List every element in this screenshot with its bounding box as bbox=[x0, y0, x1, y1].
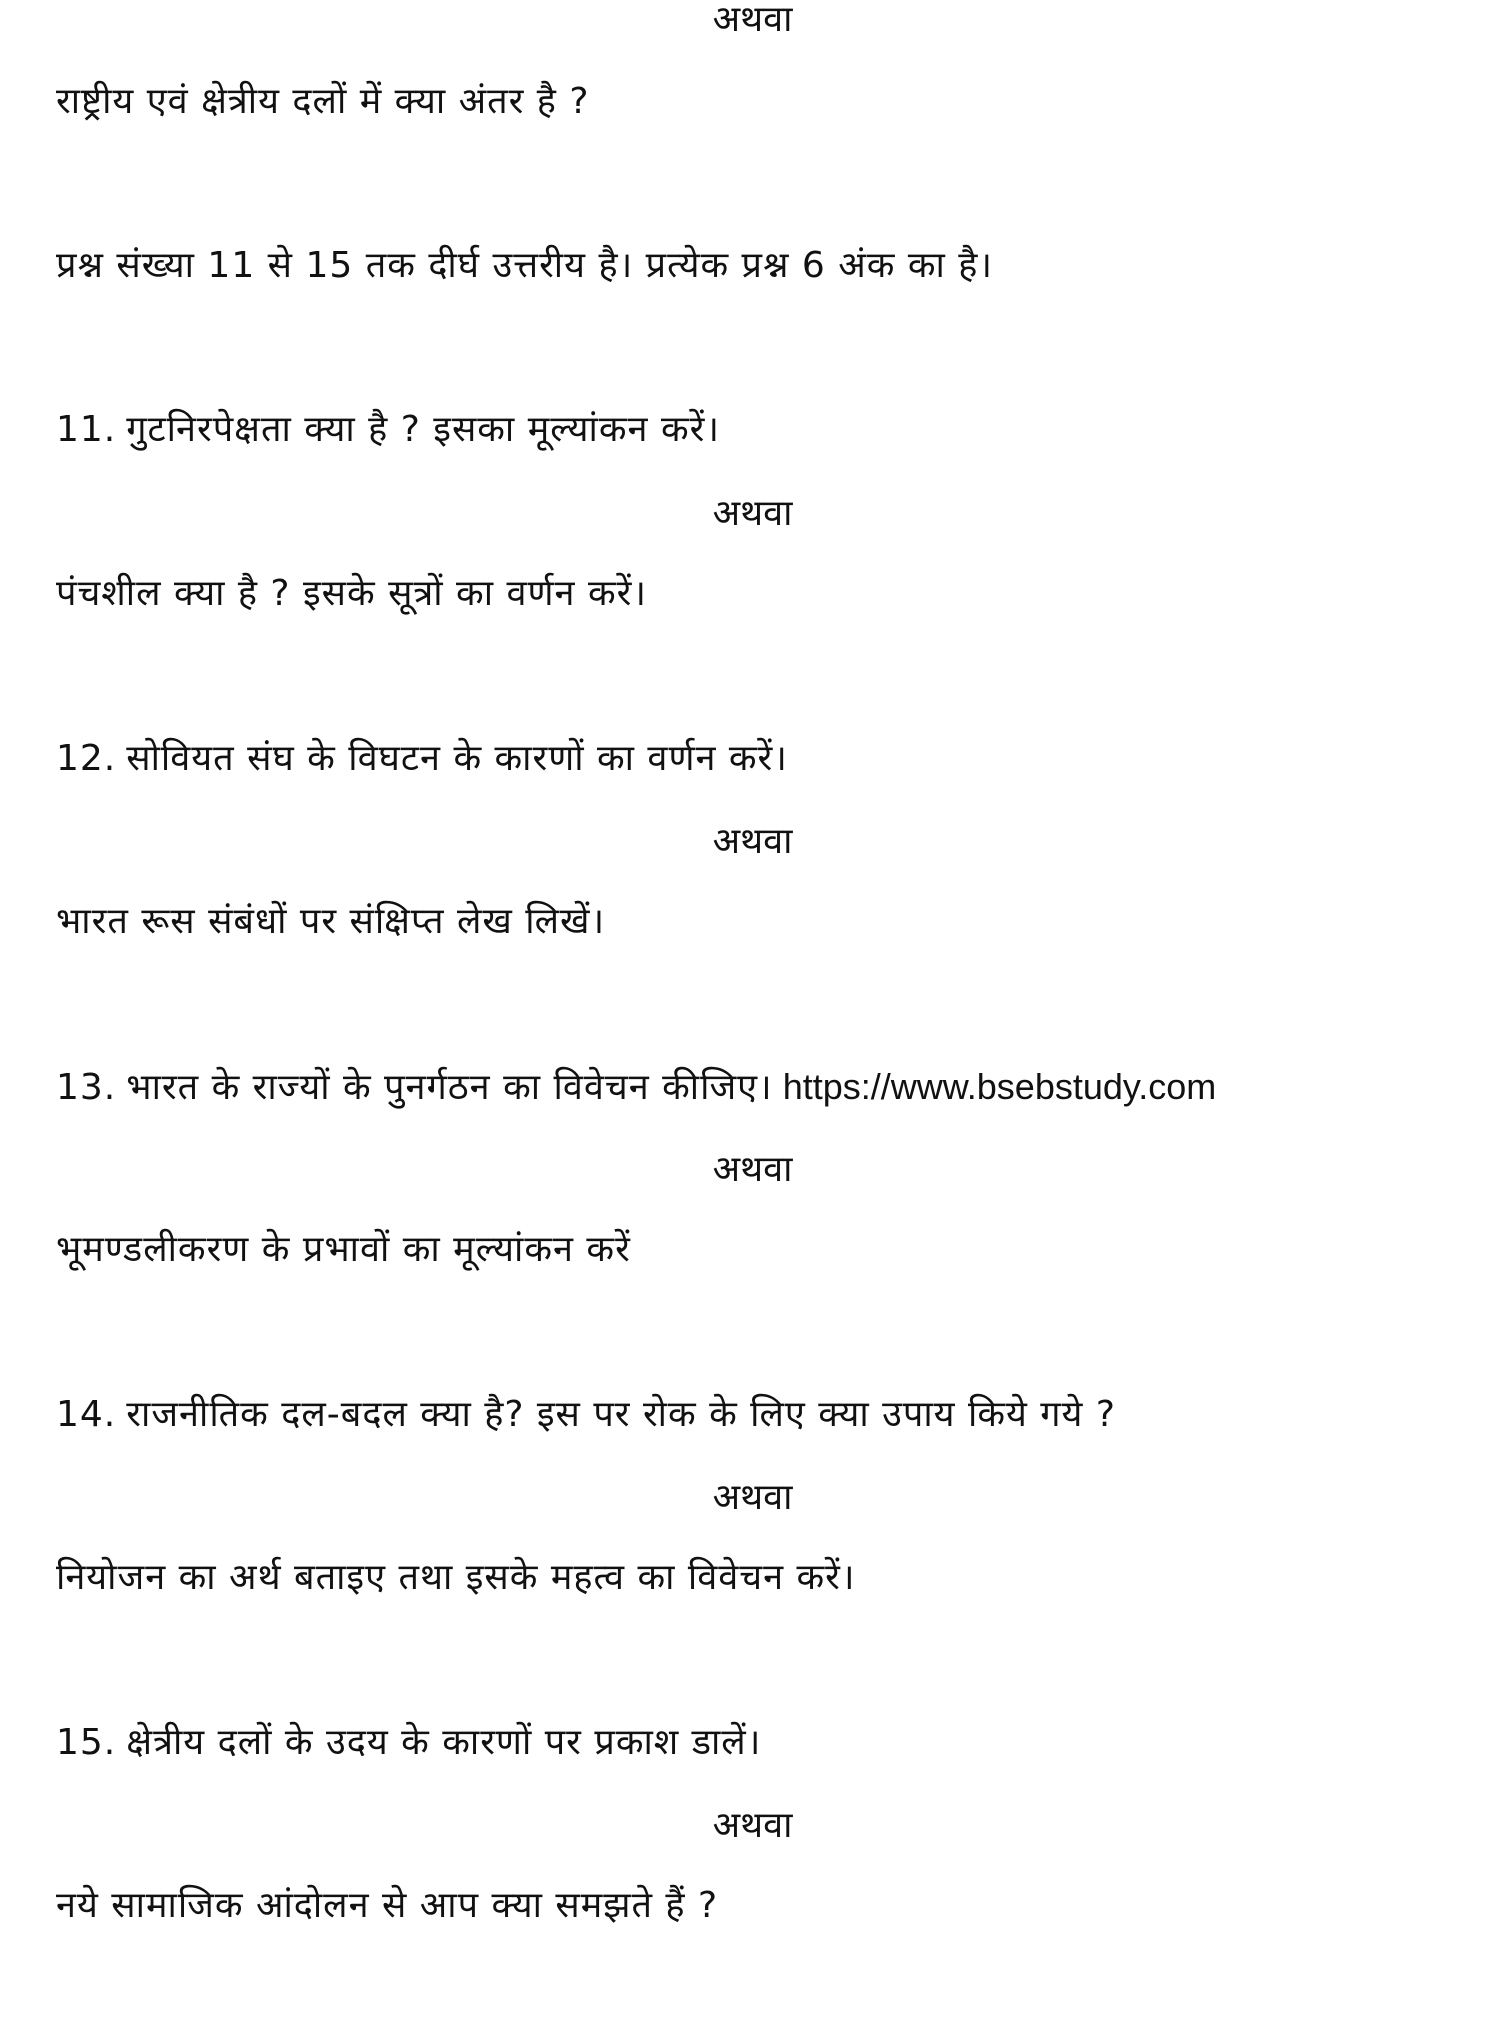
question-alt-text: भारत रूस संबंधों पर संक्षिप्त लेख लिखें। bbox=[56, 901, 606, 942]
question-15 bbox=[56, 1719, 761, 1767]
question-number: 12. bbox=[56, 738, 117, 779]
question-text: भारत के राज्यों के पुनर्गठन का विवेचन कीजिए। bbox=[126, 1067, 773, 1108]
instruction-text: प्रश्न संख्या 11 से 15 तक दीर्घ उत्तरीय है। प्रत्येक प्रश्न 6 अंक का है। bbox=[56, 245, 994, 286]
question-alt-text: नये सामाजिक आंदोलन से आप क्या समझते हैं ? bbox=[56, 1885, 719, 1926]
question-alt-text: भूमण्डलीकरण के प्रभावों का मूल्यांकन करें bbox=[56, 1229, 631, 1270]
alt-divider: अथवा bbox=[712, 1477, 793, 1518]
question-number: 15. bbox=[56, 1722, 117, 1763]
question-alt-text: राष्ट्रीय एवं क्षेत्रीय दलों में क्या अंतर है ? bbox=[56, 81, 590, 122]
alt-divider: अथवा bbox=[712, 0, 793, 40]
question-number: 14. bbox=[56, 1394, 117, 1435]
question-11 bbox=[56, 406, 720, 454]
question-alt-text: पंचशील क्या है ? इसके सूत्रों का वर्णन करें। bbox=[56, 573, 647, 614]
website-link[interactable]: https://www.bsebstudy.com bbox=[782, 1066, 1217, 1107]
question-number: 11. bbox=[56, 409, 117, 450]
question-14 bbox=[56, 1391, 1116, 1439]
alt-divider: अथवा bbox=[712, 1805, 793, 1846]
question-text: गुटनिरपेक्षता क्या है ? इसका मूल्यांकन करें। bbox=[126, 409, 720, 450]
question-13 bbox=[56, 1063, 1216, 1112]
alt-divider: अथवा bbox=[712, 821, 793, 862]
alt-divider: अथवा bbox=[712, 493, 793, 534]
question-number: 13. bbox=[56, 1067, 117, 1108]
question-text: सोवियत संघ के विघटन के कारणों का वर्णन करें। bbox=[126, 738, 788, 779]
question-text: क्षेत्रीय दलों के उदय के कारणों पर प्रकाश डालें। bbox=[126, 1722, 762, 1763]
question-alt-text: नियोजन का अर्थ बताइए तथा इसके महत्व का विवेचन करें। bbox=[56, 1557, 856, 1598]
question-12 bbox=[56, 735, 788, 783]
question-text: राजनीतिक दल-बदल क्या है? इस पर रोक के लिए क्या उपाय किये गये ? bbox=[126, 1394, 1116, 1435]
alt-divider: अथवा bbox=[712, 1149, 793, 1190]
